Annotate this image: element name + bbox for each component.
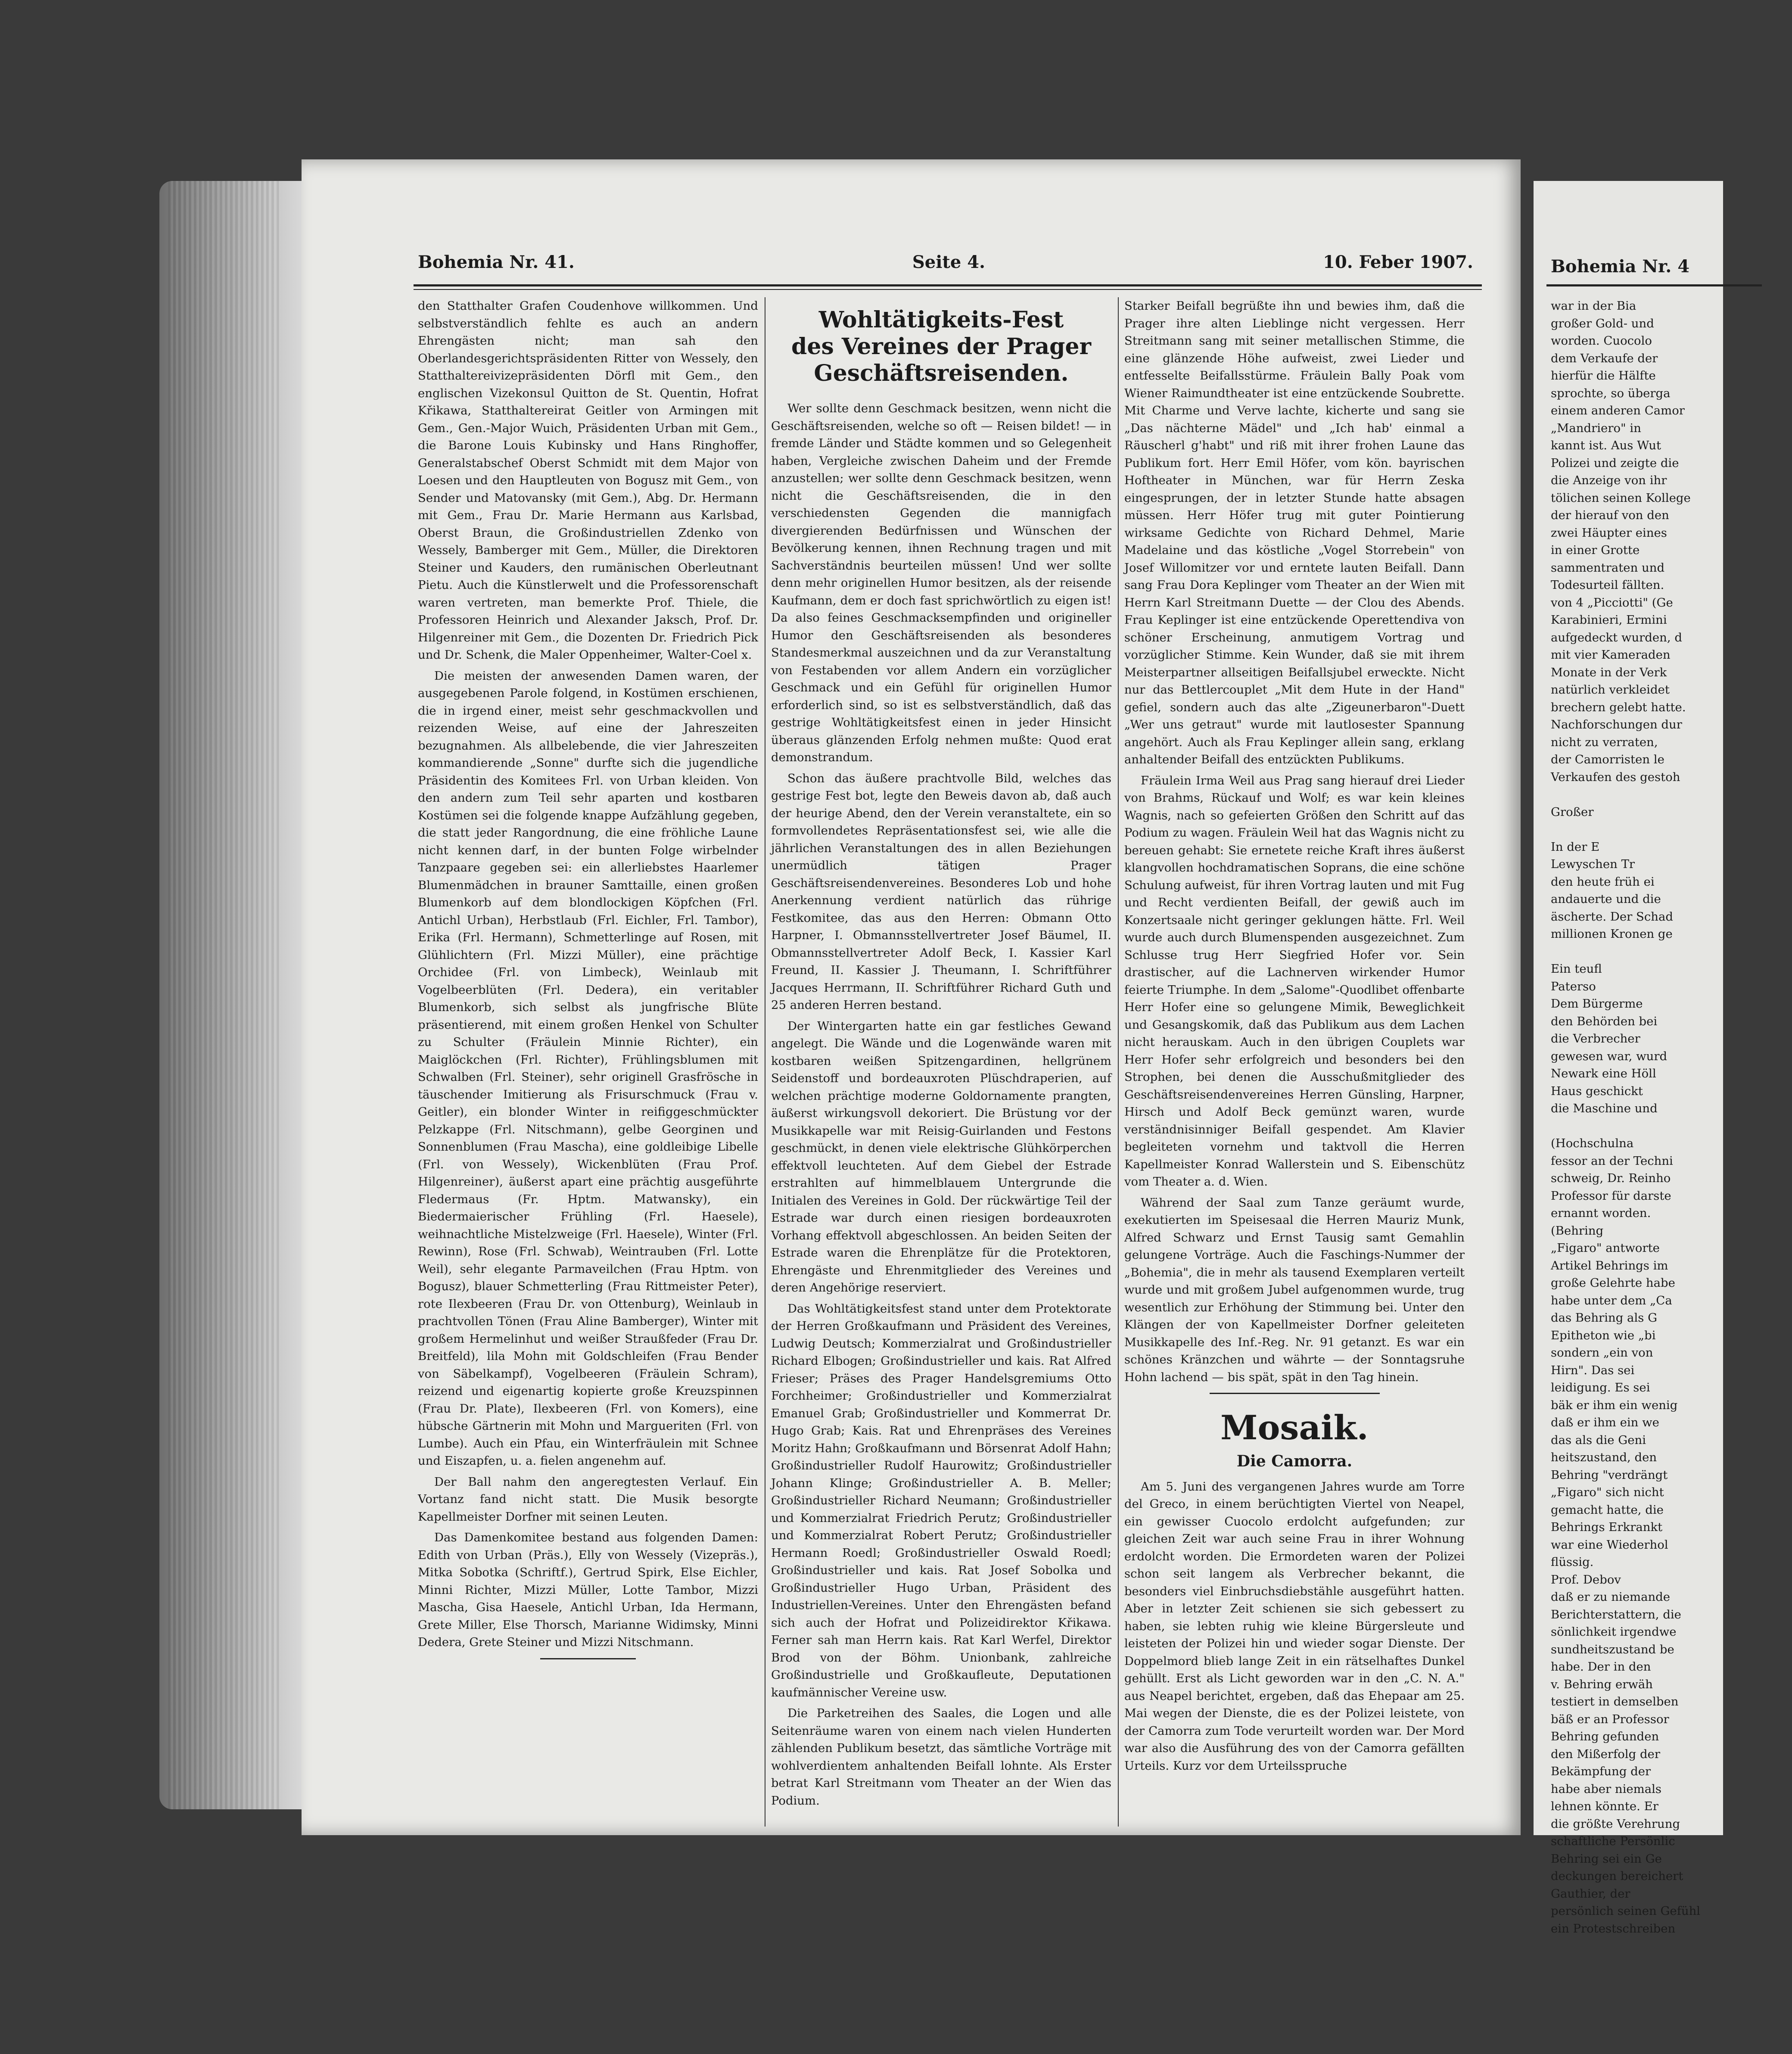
next-page-line: v. Behring erwäh [1551,1677,1653,1691]
paragraph: Wer sollte denn Geschmack besitzen, wenn nicht die Geschäftsreisenden, welche so oft — Reisen bildet! — in fremde Länder und Städte kommen und so Gelegenheit haben, Vergleiche zwischen Daheim und der Fremde anzustellen; wer sollte denn Geschmack besitzen, wenn nicht die Geschäftsreisenden, die in den verschiedensten Gegenden die mannigfach divergierenden Bedürfnissen und Wünschen der Bevölkerung kennen, ihnen Rechnung tragen und mit Sachverständnis beurteilen müssen! Und wer sollte denn mehr originellen Humor besitzen, als der reisende Kaufmann, dem er doch fast sprichwörtlich zu eigen ist! Da also feines Geschmacksempfinden und origineller Humor den Geschäftsreisenden als besonderes Standesmerkmal auszeichnen und da zur Veranstaltung von Festabenden vor allem Andern ein vorzüglicher Geschmack und ein Gefühl für originellen Humor erforderlich sind, so ist es selbstverständlich, daß das gestrige Wohltätigkeitsfest einen in jeder Hinsicht überaus glänzenden Erfolg nehmen mußte: Quod erat demonstrandum. [771,401,1111,764]
next-page-line: das Behring als G [1551,1311,1658,1325]
next-page-line: Nachforschungen dur [1551,718,1682,731]
paragraph: Am 5. Juni des vergangenen Jahres wurde am Torre del Greco, in einem berüchtigten Viertel von Neapel, ein gewisser Cuocolo erdolcht aufgefunden; zur gleichen Zeit war auch seine Frau in ihrer Wohnung erdolcht worden. Die Ermordeten waren der Polizei schon seit langem als Verbrecher bekannt, die besonders viel Einbruchsdiebstähle ausgeführt hatten. Aber in letzter Zeit schienen sie sich gebessert zu haben, sie lebten ruhig wie kleine Bürgersleute und leisteten der Polizei hin und wieder sogar Dienste. Der Doppelmord blieb lange Zeit in ein rätselhaftes Dunkel gehüllt. Erst als Licht geworden war in den „C. N. A." aus Neapel berichtet, ergeben, daß das Ehepaar am 25. Mai wegen der Dienste, die es der Polizei leistete, von der Camorra zum Tode verurteilt worden war. Der Mord war also die Ausführung des von der Camorra gefällten Urteils. Kurz vor dem Urteilsspruche [1124,1479,1465,1773]
next-page-line: ernannt worden. [1551,1206,1651,1220]
article-title [771,307,1111,387]
next-page-line: Großer [1551,805,1594,819]
next-page-line: die Anzeige von ihr [1551,473,1667,487]
next-page-line [1551,1117,1792,1135]
column-2 [771,297,1111,1839]
next-page-line: gewesen war, wurd [1551,1049,1668,1063]
next-page-line: Monate in der Verk [1551,665,1667,679]
next-page-line: deckungen bereichert [1551,1869,1683,1883]
next-page-line: der hierauf von den [1551,508,1669,522]
next-page-line: von 4 „Picciotti" (Ge [1551,595,1673,610]
next-page-line: den Mißerfolg der [1551,1747,1660,1761]
next-page-line: testiert in demselben [1551,1695,1679,1709]
next-page-line: Todesurteil fällten. [1551,578,1664,592]
next-page-line: daß er ihm ein we [1551,1416,1659,1429]
next-page-line: mit vier Kameraden [1551,648,1671,662]
next-page-line: große Gelehrte habe [1551,1276,1675,1290]
next-page-line: „Mandriero" in [1551,421,1641,435]
next-page-line: die Maschine und [1551,1102,1658,1115]
paragraph: den Statthalter Grafen Coudenhove willkommen. Und selbstverständlich fehlte es auch an andern Ehrengästen nicht; man sah den Oberlandesgerichtspräsidenten Ritter von Wessely, den Statthaltereivizepräsidenten Dörfl mit Gem., den englischen Vizekonsul Quitton de St. Quentin, Hofrat Křikawa, Statthaltereirat Geitler von Armingen mit Gem., Gen.-Major Wuich, Präsidenten Urban mit Gem., die Barone Louis Kubinsky und Hans Ringhoffer, Generalstabschef Oberst Schmidt mit dem Major von Loesen und den Hauptleuten von Bogusz mit Gem., von Sender und Matovansky (mit Gem.), Abg. Dr. Hermann mit Gem., Frau Dr. Marie Hermann aus Karlsbad, Oberst Braun, die Großindustriellen Zdenko von Wessely, Bamberger mit Gem., Müller, die Direktoren Steiner und Kauders, den rumänischen Oberleutnant Pietu. Auch die Künstlerwelt und die Professorenschaft waren vertreten, man bemerkte Prof. Thiele, die Professoren Heinrich und Alexander Jaksch, Prof. Dr. Hilgenreiner mit Gem., die Dozenten Dr. Friedrich Pick und Dr. Schenk, die Maler Oppenheimer, Walter-Coel x. [418,299,758,662]
column-1 [418,297,758,1839]
next-page-line: andauerte und die [1551,892,1661,906]
next-page-line: ein Protestschreiben [1551,1921,1676,1936]
header-rule [414,284,1482,290]
next-page-line: Gauthier, der [1551,1886,1630,1901]
next-page-line: Hirn". Das sei [1551,1363,1635,1377]
section-title-mosaik: Mosaik. [1220,1408,1369,1447]
next-page-line: nicht zu verraten, [1551,735,1658,749]
next-page-line: äscherte. Der Schad [1551,909,1674,924]
next-page-line: heitszustand, den [1551,1450,1657,1464]
next-page-line: aufgedeckt wurden, d [1551,630,1682,644]
next-page-line: zwei Häupter eines [1551,526,1667,540]
next-page-line: in einer Grotte [1551,543,1640,557]
next-page-line: sondern „ein von [1551,1346,1653,1360]
next-page-line: natürlich verkleidet [1551,683,1670,697]
next-page-line: sönlichkeit irgendwe [1551,1625,1677,1639]
next-page-line: sundheitszustand be [1551,1642,1674,1656]
next-page-line: Behring gefunden [1551,1730,1659,1743]
paragraph: Schon das äußere prachtvolle Bild, welches das gestrige Fest bot, legte den Beweis davon ab, daß auch der heurige Abend, den der Verein veranstaltete, ein so formvollendetes Repräsentationsfest sei, wie alle die jährlichen Veranstaltungen des in allen Beziehungen unermüdlich tätigen Prager Geschäftsreisendenvereines. Besonderes Lob und hohe Anerkennung verdient natürlich das rührige Festkomitee, das aus den Herren: Obmann Otto Harpner, I. Obmannsstellvertreter Josef Bäumel, II. Obmannsstellvertreter Adolf Beck, I. Kassier Karl Freund, II. Kassier J. Theumann, I. Schriftführer Jacques Herrmann, II. Schriftführer Richard Guth und 25 anderen Herren bestand. [771,771,1111,1012]
column-3 [1124,297,1465,1839]
next-page-line: Polizei und zeigte die [1551,456,1679,470]
paragraph: Die Parketreihen des Saales, die Logen und alle Seitenräume waren von einem nach vielen Hunderten zählenden Publikum besetzt, das sämtliche Vorträge mit wohlverdientem anhaltenden Beifall lohnte. Als Erster betrat Karl Streitmann vom Theater an der Wien das Podium. [771,1706,1111,1808]
title-line: des Vereines der Prager [791,333,1091,360]
next-page-line: lehnen könnte. Er [1551,1799,1658,1813]
next-page-line: das als die Geni [1551,1433,1646,1447]
next-page-line: worden. Cuocolo [1551,334,1652,348]
next-page-line: Karabinieri, Ermini [1551,613,1667,627]
next-page-line: war eine Wiederhol [1551,1537,1668,1552]
header-center: Seite 4. [912,252,986,272]
next-page-line: habe. Der in den [1551,1660,1651,1674]
next-page-line: die größte Verehrung [1551,1817,1680,1831]
next-page-line: war in der Bia [1551,299,1636,313]
next-page-line: den Behörden bei [1551,1014,1658,1028]
next-page-line: Prof. Debov [1551,1572,1621,1587]
header-right: 10. Feber 1907. [1323,252,1473,272]
next-page-line: „Figaro" sich nicht [1551,1485,1664,1499]
next-page-line: gemacht hatte, die [1551,1503,1664,1517]
next-page-line: Berichterstattern, die [1551,1607,1681,1621]
book-left-edge [159,181,314,1809]
separator [540,1658,635,1659]
article-subtitle: Die Camorra. [1236,1452,1353,1470]
next-page-line: sprochte, so überga [1551,386,1671,400]
paragraph: Die meisten der anwesenden Damen waren, der ausgegebenen Parole folgend, in Kostümen erschienen, die in irgend einer, meist sehr geschmackvollen und reizenden Weise, auf eine der Jahreszeiten bezugnahmen. Als allbelebende, die vier Jahreszeiten kommandierende „Sonne" durfte sich die jugendliche Präsidentin des Komitees Frl. von Urban kleiden. Von den andern zum Teil sehr aparten und kostbaren Kostümen sei die folgende knappe Aufzählung gegeben, die statt jeder Rangordnung, die eine fröhliche Laune nicht kennen darf, in der bunten Folge wirbelnder Tanzpaare gegeben sei: ein allerliebstes Haarlemer Blumenmädchen in brauner Samttaille, einen großen Blumenkorb auf dem blondlockigen Köpfchen (Frl. Antichl Urban), Herbstlaub (Frl. Eichler, Frl. Tambor), Erika (Frl. Hermann), Schmetterlinge auf Rosen, mit Glühlichtern (Frl. Mizzi Müller), eine prächtige Orchidee (Frl. von Limbeck), Weinlaub mit Vogelbeerblüten (Frl. Dedera), ein veritabler Blumenkorb, sich selbst als jungfrische Blüte präsentierend, mit einem großen Henkel von Schulter zu Schulter (Fräulein Minnie Richter), ein Maiglöckchen (Frl. Richter), Frühlingsblumen mit Schwalben (Frl. Steiner), sehr originell Grasfrösche in täuschender Imitierung als Frisurschmuck (Frau v. Geitler), ein blonder Winter in reifiggeschmückter Pelzkappe (Frl. Nitschmann), gelbe Georginen und Sonnenblumen (Frau Mascha), eine goldleibige Libelle (Frl. von Wessely), Wickenblüten (Frau Prof. Hilgenreiner), äußerst apart eine prächtig ausgeführte Fledermaus (Fr. Hptm. Matwansky), ein Biedermaierischer Frühling (Frl. Haesele), weihnachtliche Mistelzweige (Frl. Haesele), Winter (Frl. Rewinn), Rose (Frl. Schwab), Weintrauben (Frl. Lotte Weil), sehr elegante Parmaveilchen (Frau Hptm. von Bogusz), blauer Schmetterling (Frau Rittmeister Peter), rote Ilexbeeren (Frau Dr. von Ottenburg), Weinlaub in prachtvollen Tönen (Frau Aline Bamberger), Winter mit großem Hermelinhut und weißer Straußfeder (Frau Dr. Breitfeld), lila Mohn mit Goldschleifen (Frau Bender von Säbelkampf), Vogelbeeren (Fräulein Schram), reizend und eigenartig kopierte große Kreuzspinnen (Frau Dr. Plate), Ilexbeeren (Frl. von Komers), eine hübsche Gärtnerin mit Mohn und Margueriten (Frl. von Lumbe). Auch ein Pfau, ein Winterfräulein mit Schnee und Eiszapfen, u. a. fielen angenehm auf. [418,669,758,1468]
next-page-line: Lewyschen Tr [1551,857,1635,871]
next-page-line: Dem Bürgerme [1551,997,1643,1011]
next-page-line: der Camorristen le [1551,753,1664,766]
next-page-line: habe aber niemals [1551,1782,1662,1796]
next-page-header: Bohemia Nr. 4 [1551,256,1690,277]
next-page-line: bäk er ihm ein wenig [1551,1398,1678,1412]
next-page-line: Epitheton wie „bi [1551,1328,1656,1342]
next-page-line: tölichen seinen Kollege [1551,491,1691,505]
next-page-line: Behring "verdrängt [1551,1468,1668,1482]
next-page-text [1551,297,1792,1936]
paragraph: Der Wintergarten hatte ein gar festliches Gewand angelegt. Die Wände und die Logenwände waren mit kostbaren weißen Spitzengardinen, hellgrünem Seidenstoff und bordeauxroten Plüschdraperien, auf welchen prächtige moderne Goldornamente prangten, äußerst wirkungsvoll dekoriert. Die Brüstung vor der Musikkapelle war mit Reisig-Guirlanden und Festons geschmückt, in denen viele elektrische Glühkörperchen effektvoll leuchteten. Auf dem Giebel der Estrade erstrahlten auf himmelblauem Untergrunde die Initialen des Vereines in Gold. Der rückwärtige Teil der Estrade war durch einen riesigen bordeauxroten Vorhang effektvoll abgeschlossen. An beiden Seiten der Estrade waren die Ehrenplätze für die Protektoren, Ehrengäste und Ehrenmitglieder des Vereines und deren Angehörige reserviert. [771,1019,1111,1295]
next-page-line [1551,821,1792,838]
next-page-line: schaftliche Persönlic [1551,1834,1675,1848]
next-page-line: brechern gelebt hatte. [1551,700,1686,714]
next-page-line: Newark eine Höll [1551,1067,1656,1080]
next-page-line: Paterso [1551,979,1596,993]
next-page-line: Behring sei ein Ge [1551,1852,1662,1866]
next-page-line: fessor an der Techni [1551,1154,1673,1168]
next-page-line: einem anderen Camor [1551,404,1685,417]
next-page-line: daß er zu niemande [1551,1590,1671,1604]
paragraph: Fräulein Irma Weil aus Prag sang hierauf drei Lieder von Brahms, Rückauf und Wolf; es war kein kleines Wagnis, nach so gefeierten Größen den Schritt auf das Podium zu wagen. Fräulein Weil hat das Wagnis nicht zu bereuen gehabt: Sie ernetete reiche Kraft ihres äußerst klangvollen hochdramatischen Soprans, die eine schöne Schulung aufweist, für ihren Vortrag lauten und mit Fug und Recht verdienten Beifall, der gewiß auch im Konzertsaale nicht geringer geklungen hätte. Frl. Weil wurde auch durch Blumenspenden ausgezeichnet. Zum Schlusse trug Herr Siegfried Hofer vor. Sein drastischer, auf die Lachnerven wirkender Humor feierte Triumphe. In dem „Salome"-Quodlibet offenbarte Herr Hofer eine so gelungene Mimik, Beweglichkeit und Gesangskomik, daß das Publikum aus dem Lachen nicht herauskam. Auch in den übrigen Couplets war Herr Hofer sehr erfolgreich und besonders bei den Strophen, bei denen die Ausschußmitglieder des Geschäftsreisendenvereines Herren Günsling, Harpner, Hirsch und Adolf Beck gemünzt waren, wurde verständnisinniger Beifall gespendet. Am Klavier begleiteten vornehm und taktvoll die Herren Kapellmeister Konrad Wallerstein und S. Eibenschütz vom Theater a. d. Wien. [1124,773,1465,1189]
newspaper-page [302,159,1521,1835]
title-line: Geschäftsreisenden. [814,360,1069,386]
next-page-line: Verkaufen des gestoh [1551,770,1680,784]
next-page-line: kannt ist. Aus Wut [1551,439,1661,452]
next-page-line: großer Gold- und [1551,316,1654,330]
paragraph: Während der Saal zum Tanze geräumt wurde, exekutierten im Speisesaal die Herren Mauriz Munk, Alfred Schwarz und Ernst Tausig samt Gemahlin gelungene Vorträge. Auch die Faschings-Nummer der „Bohemia", die in mehr als tausend Exemplaren verteilt wurde und mit großem Jubel aufgenommen wurde, trug wesentlich zur Erhöhung der Stimmung bei. Unter den Klängen der von Kapellmeister Dorfner geleiteten Musikkapelle des Inf.-Reg. Nr. 91 getanzt. Es war ein schönes Kränzchen und währte — der Sonntagsruhe Hohn lachend — bis spät, spät in den Tag hinein. [1124,1195,1465,1384]
next-page-line: habe unter dem „Ca [1551,1293,1672,1307]
next-page-edge [1534,181,1723,1936]
paragraph: Das Damenkomitee bestand aus folgenden Damen: Edith von Urban (Präs.), Elly von Wessely (Vizepräs.), Mitka Sobotka (Schriftf.), Gertrud Spirk, Else Eichler, Minni Richter, Mizzi Müller, Lotte Tambor, Mizzi Mascha, Gisa Haesele, Antichl Urban, Ida Hermann, Grete Miller, Else Thorsch, Marianne Widimsky, Minni Dedera, Grete Steiner und Mizzi Nitschmann. [418,1531,758,1649]
next-page-line: Haus geschickt [1551,1084,1643,1098]
title-line: Wohltätigkeits-Fest [818,307,1064,333]
next-page-line [1551,943,1792,961]
next-page-line: sammentraten und [1551,560,1665,575]
column-rule [1118,297,1119,1827]
next-page-line: dem Verkaufe der [1551,351,1658,365]
next-page-line: Bekämpfung der [1551,1765,1651,1778]
separator [1210,1393,1380,1394]
next-page-line: (Behring [1551,1223,1604,1238]
next-page-line: Behrings Erkrankt [1551,1520,1663,1534]
next-page-line: Artikel Behrings im [1551,1258,1668,1273]
page-header [418,252,1473,282]
next-page-line: „Figaro" antworte [1551,1241,1660,1255]
next-page-line: (Hochschulna [1551,1136,1634,1150]
next-page-line: In der E [1551,840,1600,854]
next-page-line: flüssig. [1551,1555,1594,1569]
next-page-line: schweig, Dr. Reinho [1551,1171,1671,1185]
header-rule [1546,284,1762,286]
next-page-line [1551,786,1792,803]
paragraph: Starker Beifall begrüßte ihn und bewies ihm, daß die Prager ihre alten Lieblinge nicht vergessen. Herr Streitmann sang mit seiner metallischen Stimme, die eine glänzende Höhe aufweist, zwei Lieder und entfesselte Beifallsstürme. Fräulein Bally Poak vom Wiener Raimundtheater ist eine entzückende Soubrette. Mit Charme und Verve lachte, kicherte und sang sie „Das nächterne Mädel" und „Ich hab' einmal a Räuscherl g'habt" und riß mit ihrer frohen Laune das Publikum fort. Herr Emil Höfer, vom kön. bayrischen Hoftheater in München, war für Herrn Zeska eingesprungen, der in letzter Stunde hatte absagen müssen. Herr Höfer trug mit guter Pointierung wirksame Gedichte von Richard Dehmel, Marie Madelaine und das köstliche „Vogel Storrebein" von Josef Willomitzer vor und erntete lauten Beifall. Dann sang Frau Dora Keplinger vom Theater an der Wien mit Herrn Karl Streitmann Duette — der Clou des Abends. Frau Keplinger ist eine entzückende Operettendiva von schöner Erscheinung, anmutigem Vortrag und vorzüglicher Stimme. Kein Wunder, daß sie mit ihrem Meisterpartner allseitigen Beifallsjubel erweckte. Nicht nur das Bettlercouplet „Mit dem Hute in der Hand" gefiel, sondern auch das alte „Zigeunerbaron"-Duett „Wer uns getraut" wurde mit lautlosester Spannung angehört. Auch als Frau Keplinger allein sang, erklang anhaltender Beifall des entzückten Publikums. [1124,299,1465,766]
header-left: Bohemia Nr. 41. [418,252,575,272]
next-page-line: persönlich seinen Gefühl [1551,1904,1701,1918]
paragraph: Das Wohltätigkeitsfest stand unter dem Protektorate der Herren Großkaufmann und Präsident des Vereines, Ludwig Deutsch; Kommerzialrat und Großindustrieller Richard Elbogen; Großindustrieller und kais. Rat Alfred Frieser; Präses des Prager Handelsgremiums Otto Forchheimer; Großindustrieller und Kommerzialrat Emanuel Grab; Großindustrieller und Kommerrat Dr. Hugo Grab; Kais. Rat und Ehrenpräses des Vereines Moritz Hahn; Großkaufmann und Börsenrat Adolf Hahn; Großindustrieller Rudolf Haurowitz; Großindustrieller Johann Klinge; Großindustrieller A. B. Meller; Großindustrieller Richard Neumann; Großindustrieller und Kommerzialrat Friedrich Perutz; Großindustrieller und Kommerzialrat Robert Perutz; Großindustrieller Hermann Roedl; Großindustrieller Oswald Roedl; Großindustrieller und kais. Rat Josef Sobolka und Großindustrieller Hugo Urban, Präsident des Industriellen-Vereines. Unter den Ehrengästen befand sich auch der Hofrat und Polizeidirektor Křikawa. Ferner sah man Herrn kais. Rat Karl Werfel, Direktor Brod von der Böhm. Unionbank, zahlreiche Großindustrielle und Großkaufleute, Deputationen kaufmännischer Vereine usw. [771,1301,1111,1699]
next-page-line: bäß er an Professor [1551,1712,1669,1726]
next-page-line: den heute früh ei [1551,875,1655,889]
next-page-line: die Verbrecher [1551,1032,1640,1046]
next-page-line: Professor für darste [1551,1189,1671,1203]
next-page-line: Ein teufl [1551,962,1602,976]
next-page-line: millionen Kronen ge [1551,927,1673,941]
next-page-line: hierfür die Hälfte [1551,369,1656,383]
paragraph: Der Ball nahm den angeregtesten Verlauf. Ein Vortanz fand nicht statt. Die Musik besorgte Kapellmeister Dorfner mit seinen Leuten. [418,1475,758,1524]
next-page-line: leidigung. Es sei [1551,1381,1650,1394]
